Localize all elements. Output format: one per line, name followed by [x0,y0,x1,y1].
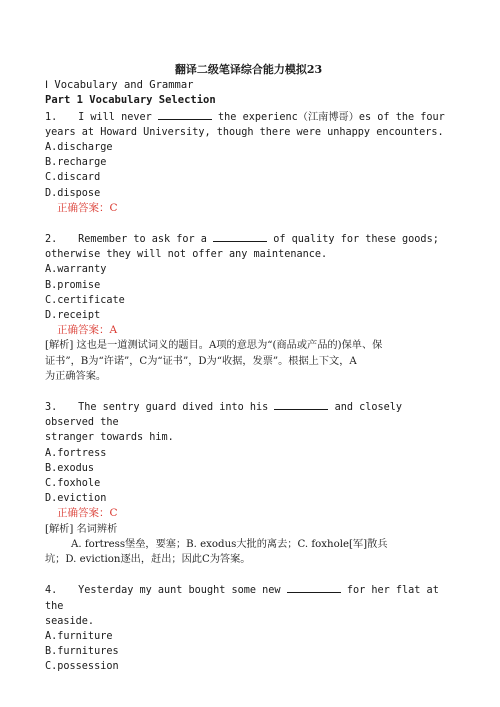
question-text [45,582,452,613]
answer-blank [213,231,267,242]
question-1 [45,109,452,216]
option-b: B.exodus [45,462,95,474]
question-stem-start: Remember to ask for a [78,234,207,246]
option-d: D.dispose [45,187,101,199]
part-heading: Part 1 Vocabulary Selection [45,94,216,107]
option-a: A.discharge [45,142,113,154]
question-text [45,109,452,125]
question-text [45,399,452,430]
question-4 [45,582,452,674]
question-stem-end: of quality for these goods; [273,234,439,246]
answer-blank [287,582,341,593]
answer-blank [274,399,328,410]
question-number: 4. [45,585,58,597]
analysis-line: 证书”，B为“许诺”，C为“证书”，D为“收据，发票”。根据上下文，A [45,355,357,367]
option-a: A.fortress [45,447,107,459]
question-text-continued: seaside. [45,615,95,627]
option-c: C.certificate [45,294,125,306]
question-number: 2. [45,234,58,246]
spacer [45,384,452,399]
option-d: D.receipt [45,310,101,322]
answer-blank [158,109,212,120]
option-a: A.furniture [45,630,113,642]
question-stem-end: for her flat at the [45,585,439,612]
question-stem-end: and closely observed the [45,402,403,429]
question-2 [45,231,452,384]
document-title: 翻译二级笔译综合能力模拟23 [174,63,323,76]
question-number: 1. [45,111,58,123]
question-stem-start: I will never [78,111,152,123]
correct-answer: 正确答案：A [57,324,118,337]
option-b: B.promise [45,279,101,291]
question-text-continued: stranger towards him. [45,432,174,444]
correct-answer: 正确答案：C [57,201,118,214]
correct-answer: 正确答案：C [57,507,118,520]
section-heading: Ⅰ Vocabulary and Grammar [45,79,194,92]
question-text [45,231,452,247]
analysis-heading: [解析] 名词辨析 [45,523,118,535]
question-number: 3. [45,402,58,414]
analysis-line: 坑；D. eviction逐出，赶出；因此C为答案。 [45,554,251,566]
spacer [45,216,452,231]
analysis-line: 为正确答案。 [45,370,107,382]
option-a: A.warranty [45,264,107,276]
question-3 [45,399,452,567]
question-stem-start: The sentry guard dived into his [78,402,269,414]
option-d: D.eviction [45,493,107,505]
question-text-continued: otherwise they will not offer any maintenance. [45,249,328,261]
option-b: B.recharge [45,157,107,169]
option-c: C.foxhole [45,478,101,490]
question-stem-start: Yesterday my aunt bought some new [78,585,281,597]
analysis-line: A. fortress堡垒，要塞；B. exodus大批的离去；C. foxhole[军]散兵 [71,538,388,550]
question-stem-end: the experienc（江南博哥）es of the four [218,111,445,123]
option-c: C.possession [45,661,119,673]
option-b: B.furnitures [45,646,119,658]
question-text-continued: years at Howard University, though there were unhappy encounters. [45,126,444,138]
option-c: C.discard [45,172,101,184]
analysis-line: [解析] 这也是一道测试词义的题目。A项的意思为“(商品或产品的)保单、保 [45,340,383,352]
spacer [45,567,452,582]
